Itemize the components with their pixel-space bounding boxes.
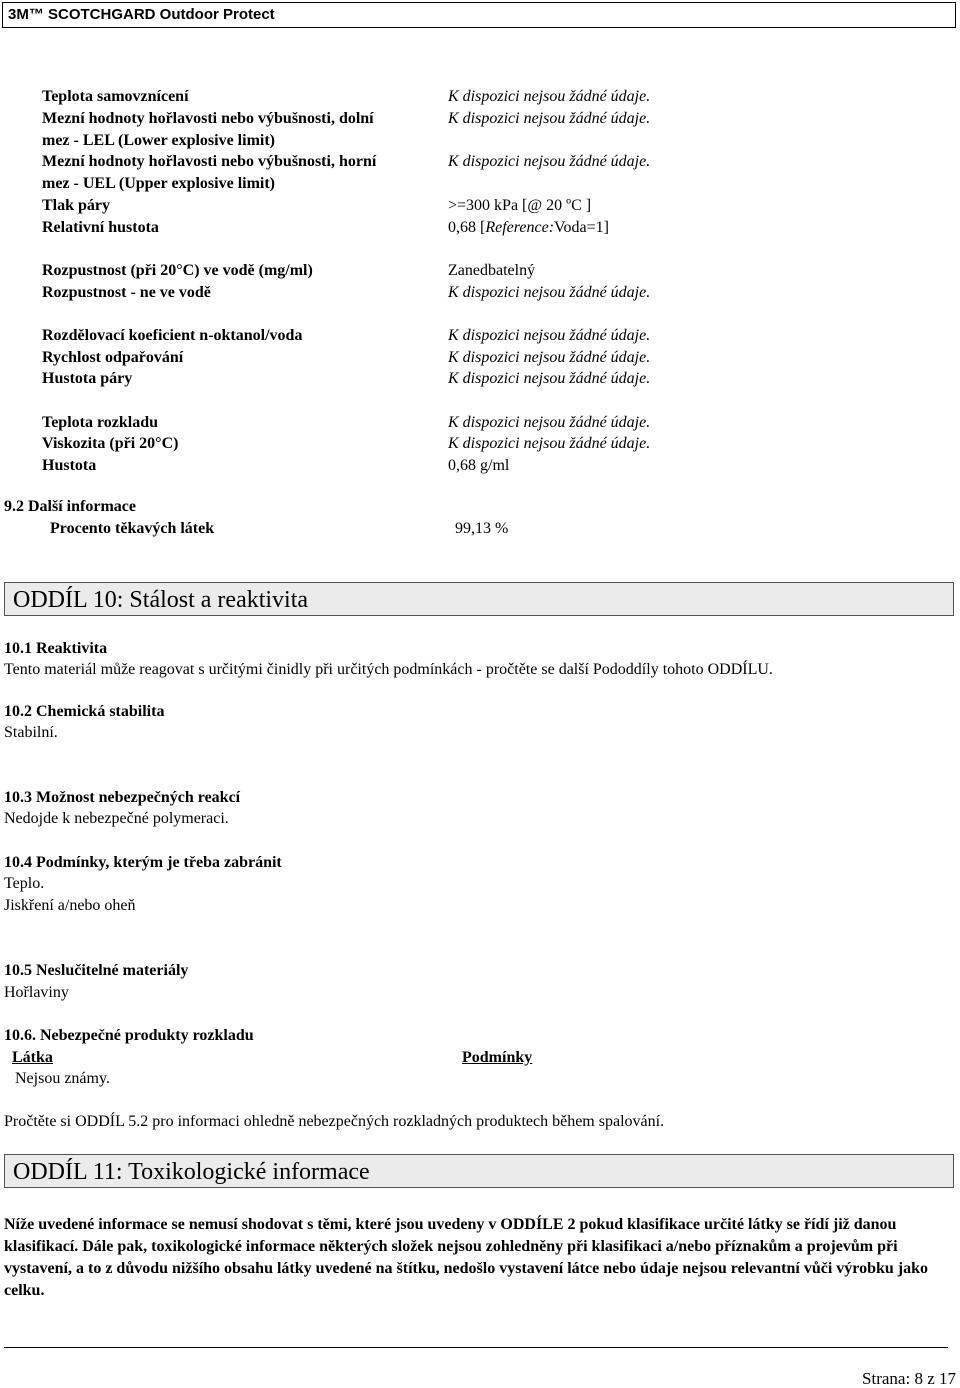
property-label: mez - UEL (Upper explosive limit) [42,175,276,192]
document-title: 3M™ SCOTCHGARD Outdoor Protect [8,6,275,23]
footer-rule [4,1347,948,1348]
property-label: Procento těkavých látek [50,520,215,537]
property-value: Zanedbatelný [448,262,536,279]
property-label: Hustota páry [42,370,133,387]
property-value: K dispozici nejsou žádné údaje. [448,284,651,301]
property-label: Mezní hodnoty hořlavosti nebo výbušnosti, horní [42,153,377,170]
property-label: Rozpustnost (při 20°C) ve vodě (mg/ml) [42,262,313,279]
subsection-text: Hořlaviny [4,984,69,1001]
property-label: Mezní hodnoty hořlavosti nebo výbušnosti, dolní [42,110,374,127]
subsection-heading: 10.5 Neslučitelné materiály [4,962,189,979]
property-value: K dispozici nejsou žádné údaje. [448,414,651,431]
section-10-header [4,582,954,616]
property-label: Relativní hustota [42,219,159,236]
subsection-heading: 10.6. Nebezpečné produkty rozkladu [4,1027,254,1044]
intro-paragraph: Níže uvedené informace se nemusí shodovat s těmi, které jsou uvedeny v ODDÍLE 2 pokud klasifikace určité látky se řídí již danou klasifikací. Dále pak, toxikologické informace některých složek nejsou zohledněny při klasifikaci a/nebo příznakům a projevům při vystavení, a to z důvodu nižšího obsahu látky uvedené na štítku, nedošlo vystavení látce nebo údaje nejsou relevantní vůči výrobku jako celku. [4,1216,928,1299]
subsection-heading: 10.4 Podmínky, kterým je třeba zabránit [4,854,282,871]
property-value: K dispozici nejsou žádné údaje. [448,370,651,387]
page-number: Strana: 8 z 17 [862,1369,956,1388]
subsection-text: Jiskření a/nebo oheň [4,897,136,914]
property-value: K dispozici nejsou žádné údaje. [448,88,651,105]
table-cell: Nejsou známy. [15,1070,110,1087]
column-header: Podmínky [462,1049,533,1066]
property-value: K dispozici nejsou žádné údaje. [448,435,651,452]
section-11-header [4,1154,954,1188]
subsection-text: Stabilní. [4,724,58,741]
section-title: ODDÍL 10: Stálost a reaktivita [13,587,309,613]
document-header [2,2,956,28]
note-text: Pročtěte si ODDÍL 5.2 pro informaci ohledně nebezpečných rozkladných produktech během spalování. [4,1113,665,1130]
property-label: Rozpustnost - ne ve vodě [42,284,211,301]
subsection-heading: 10.3 Možnost nebezpečných reakcí [4,789,241,806]
property-label: Rozdělovací koeficient n-oktanol/voda [42,327,303,344]
property-value: K dispozici nejsou žádné údaje. [448,110,651,127]
subsection-heading: 9.2 Další informace [4,498,136,515]
subsection-text: Teplo. [4,875,45,892]
property-value: K dispozici nejsou žádné údaje. [448,327,651,344]
subsection-heading: 10.2 Chemická stabilita [4,703,165,720]
property-label: Tlak páry [42,197,111,214]
subsection-text: Nedojde k nebezpečné polymeraci. [4,810,229,827]
column-header: Látka [12,1049,53,1066]
subsection-text: Tento materiál může reagovat s určitými činidly při určitých podmínkách - pročtěte se další Pododdíly tohoto ODDÍLU. [4,661,773,678]
property-label: Teplota rozkladu [42,414,159,431]
property-value: >=300 kPa [@ 20 ºC ] [448,197,592,214]
property-label: Teplota samovznícení [42,88,189,105]
property-value: K dispozici nejsou žádné údaje. [448,153,651,170]
property-label: Rychlost odpařování [42,349,184,366]
property-label: Viskozita (při 20°C) [42,435,179,452]
section-title: ODDÍL 11: Toxikologické informace [13,1159,370,1185]
property-label: Hustota [42,457,97,474]
property-value: 0,68 g/ml [448,457,510,474]
property-value: 0,68 [Reference:Voda=1] [448,219,609,236]
property-value: 99,13 % [455,520,509,537]
property-value: K dispozici nejsou žádné údaje. [448,349,651,366]
subsection-heading: 10.1 Reaktivita [4,640,108,657]
property-label: mez - LEL (Lower explosive limit) [42,132,275,149]
